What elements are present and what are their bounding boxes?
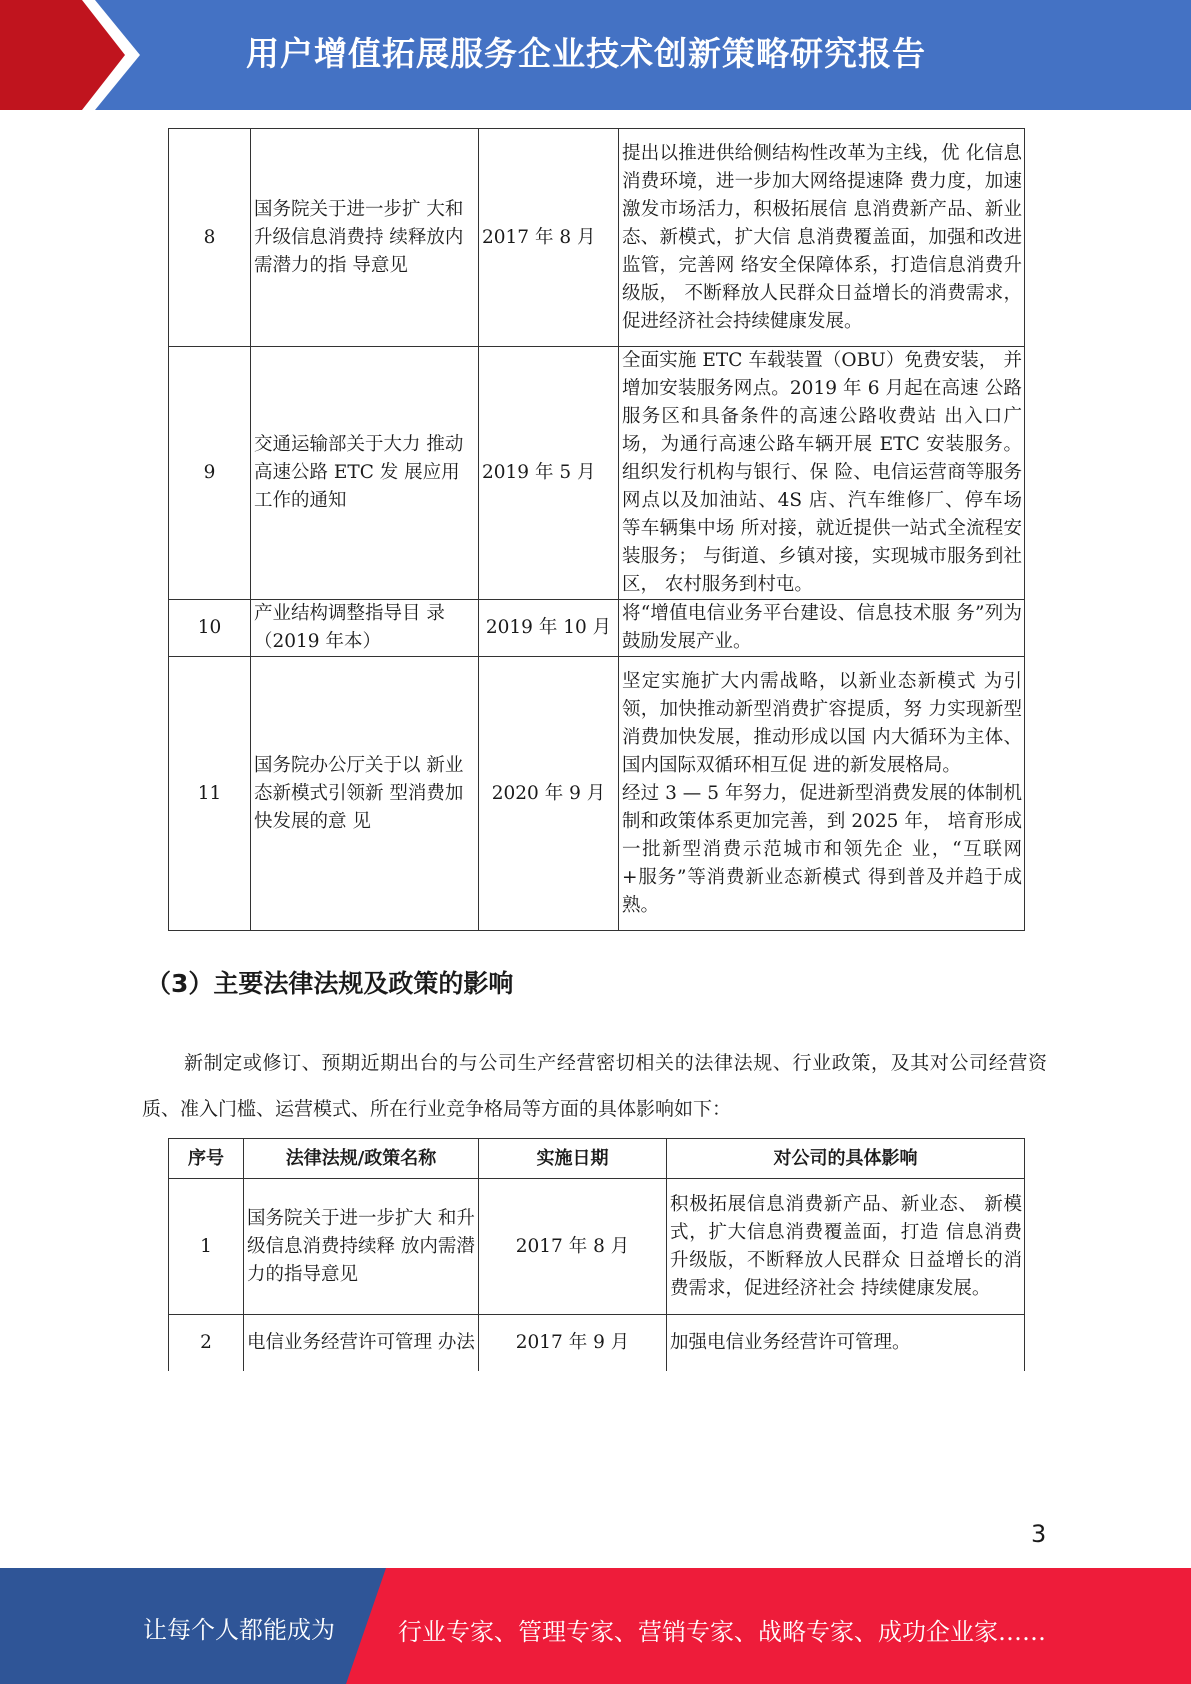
footer-slogan-left: 让每个人都能成为 xyxy=(143,1616,335,1644)
table-row xyxy=(169,657,1025,931)
policy-content-cell xyxy=(619,657,1025,931)
col-header-impact: 对公司的具体影响 xyxy=(667,1139,1025,1179)
policy-impact: 加强电信业务经营许可管理。 xyxy=(667,1315,1025,1371)
policy-content: 坚定实施扩大内需战略，以新业态新模式 为引领，加快推动新型消费扩容提质，努 力实现新型消费加快发展，推动形成以国 内大循环为主体、国内国际双循环相互促 进的新发展格局。 xyxy=(622,670,1022,776)
policy-content: 将“增值电信业务平台建设、信息技术服 务”列为鼓励发展产业。 xyxy=(619,600,1025,657)
col-header-number: 序号 xyxy=(169,1139,244,1179)
table-row xyxy=(169,347,1025,600)
policy-impact: 积极拓展信息消费新产品、新业态、 新模式，扩大信息消费覆盖面，打造 信息消费升级版，不断释放人民群众 日益增长的消费需求，促进经济社会 持续健康发展。 xyxy=(667,1179,1025,1315)
policy-content: 全面实施 ETC 车载装置（OBU）免费安装， 并增加安装服务网点。2019 年 6 月起在高速 公路服务区和具备条件的高速公路收费站 出入口广场，为通行高速公路车辆开展 ETC 安装服务。组织发行机构与银行、保 险、电信运营商等服务网点以及加油站、4S 店、汽车维修厂、停车场等车辆集中场 所对接，就近提供一站式全流程安装服务； 与街道、乡镇对接，实现城市服务到社区， 农村服务到村屯。 xyxy=(619,347,1025,600)
section-paragraph: 新制定或修订、预期近期出台的与公司生产经营密切相关的法律法规、行业政策，及其对公司经营资质、准入门槛、运营模式、所在行业竞争格局等方面的具体影响如下： xyxy=(142,1052,1047,1120)
policy-impact-table xyxy=(168,1138,1025,1371)
table-row xyxy=(169,1315,1025,1371)
row-number: 8 xyxy=(169,129,251,347)
section-title: （3）主要法律法规及政策的影响 xyxy=(146,969,514,998)
policy-name: 电信业务经营许可管理 办法 xyxy=(244,1315,479,1371)
policy-date: 2017 年 8 月 xyxy=(479,129,619,347)
row-number: 1 xyxy=(169,1179,244,1315)
page-header xyxy=(0,0,1191,110)
policy-table-continued xyxy=(168,128,1025,931)
table-header-row xyxy=(169,1139,1025,1179)
row-number: 10 xyxy=(169,600,251,657)
policy-name: 国务院关于进一步扩大 和升级信息消费持续释 放内需潜力的指导意见 xyxy=(244,1179,479,1315)
table-row xyxy=(169,1179,1025,1315)
policy-name: 国务院办公厅关于以 新业态新模式引领新 型消费加快发展的意 见 xyxy=(251,657,479,931)
policy-date: 2019 年 5 月 xyxy=(479,347,619,600)
report-title: 用户增值拓展服务企业技术创新策略研究报告 xyxy=(246,34,926,73)
footer-slogan-right: 行业专家、管理专家、营销专家、战略专家、成功企业家…… xyxy=(398,1618,1046,1646)
col-header-date: 实施日期 xyxy=(479,1139,667,1179)
table-row xyxy=(169,129,1025,347)
col-header-name: 法律法规/政策名称 xyxy=(244,1139,479,1179)
policy-date: 2017 年 8 月 xyxy=(479,1179,667,1315)
page-number: 3 xyxy=(1031,1520,1047,1548)
policy-name: 产业结构调整指导目 录（2019 年本） xyxy=(251,600,479,657)
policy-date: 2020 年 9 月 xyxy=(479,657,619,931)
policy-name: 交通运输部关于大力 推动高速公路 ETC 发 展应用工作的通知 xyxy=(251,347,479,600)
policy-content-continued: 经过 3 — 5 年努力，促进新型消费发展的体制机制和政策体系更加完善，到 2025 年， 培育形成一批新型消费示范城市和领先企 业，“互联网+服务”等消费新业态新模式 得到普及并趋于成熟。 xyxy=(622,782,1022,916)
policy-content: 提出以推进供给侧结构性改革为主线，优 化信息消费环境，进一步加大网络提速降 费力度，加速激发市场活力，积极拓展信 息消费新产品、新业态、新模式，扩大信 息消费覆盖面，加强和改进监管，完善网 络安全保障体系，打造信息消费升级版， 不断释放人民群众日益增长的消费需求， 促进经济社会持续健康发展。 xyxy=(619,129,1025,347)
policy-date: 2017 年 9 月 xyxy=(479,1315,667,1371)
header-arrow-decoration xyxy=(0,0,140,110)
policy-name: 国务院关于进一步扩 大和升级信息消费持 续释放内需潜力的指 导意见 xyxy=(251,129,479,347)
row-number: 9 xyxy=(169,347,251,600)
row-number: 2 xyxy=(169,1315,244,1371)
row-number: 11 xyxy=(169,657,251,931)
policy-date: 2019 年 10 月 xyxy=(479,600,619,657)
table-row xyxy=(169,600,1025,657)
